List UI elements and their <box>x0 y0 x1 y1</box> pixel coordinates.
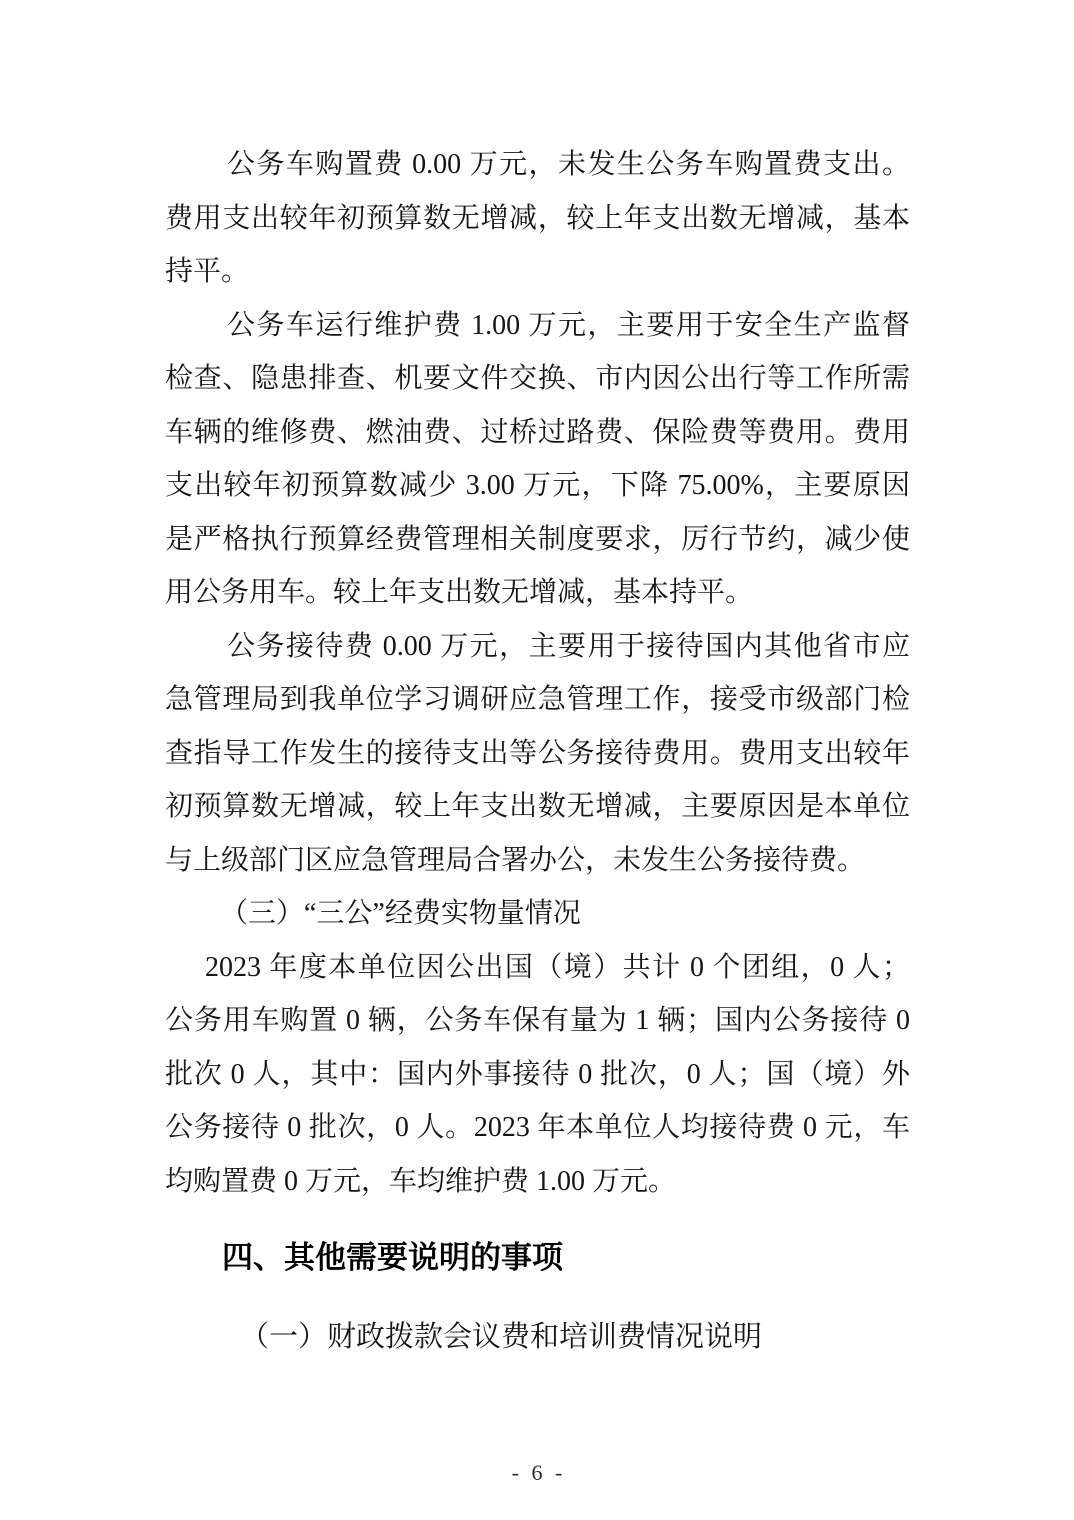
section-heading-four: 四、其他需要说明的事项 <box>222 1240 563 1275</box>
paragraph-line: 费用支出较年初预算数无增减，较上年支出数无增减，基本 <box>165 202 910 234</box>
paragraph-line: 公务用车购置 0 辆，公务车保有量为 1 辆；国内公务接待 0 <box>165 1005 910 1036</box>
paragraph-line: 批次 0 人，其中：国内外事接待 0 批次，0 人；国（境）外 <box>165 1058 910 1090</box>
paragraph-line: 持平。 <box>165 256 250 287</box>
paragraph-line: 与上级部门区应急管理局合署办公，未发生公务接待费。 <box>165 844 866 876</box>
paragraph-line: 支出较年初预算数减少 3.00 万元，下降 75.00%，主要原因 <box>165 470 910 501</box>
paragraph-line: 公务车运行维护费 1.00 万元，主要用于安全生产监督 <box>227 309 910 341</box>
paragraph-line: 均购置费 0 万元，车均维护费 1.00 万元。 <box>165 1165 677 1197</box>
paragraph-line: 公务车购置费 0.00 万元，未发生公务车购置费支出。 <box>227 149 910 180</box>
paragraph-line: 急管理局到我单位学习调研应急管理工作，接受市级部门检 <box>165 684 910 715</box>
paragraph-line: 初预算数无增减，较上年支出数无增减，主要原因是本单位 <box>165 791 910 822</box>
paragraph-line: 是严格执行预算经费管理相关制度要求，厉行节约，减少使 <box>165 523 910 555</box>
paragraph-line: 车辆的维修费、燃油费、过桥过路费、保险费等费用。费用 <box>165 416 910 448</box>
subsection-heading-three: （三）“三公”经费实物量情况 <box>220 898 581 929</box>
paragraph-line: 公务接待 0 批次，0 人。2023 年本单位人均接待费 0 元，车 <box>165 1112 910 1143</box>
paragraph-line: 查指导工作发生的接待支出等公务接待费用。费用支出较年 <box>165 737 910 769</box>
paragraph-line: 公务接待费 0.00 万元，主要用于接待国内其他省市应 <box>227 630 910 662</box>
subsection-heading-one: （一）财政拨款会议费和培训费情况说明 <box>240 1321 763 1353</box>
document-body <box>165 138 910 1364</box>
paragraph-line: 2023 年度本单位因公出国（境）共计 0 个团组，0 人； <box>205 951 910 983</box>
page-number: - 6 - <box>511 1460 563 1485</box>
paragraph-line: 用公务用车。较上年支出数无增减，基本持平。 <box>165 577 754 608</box>
paragraph-line: 检查、隐患排查、机要文件交换、市内因公出行等工作所需 <box>165 363 910 394</box>
